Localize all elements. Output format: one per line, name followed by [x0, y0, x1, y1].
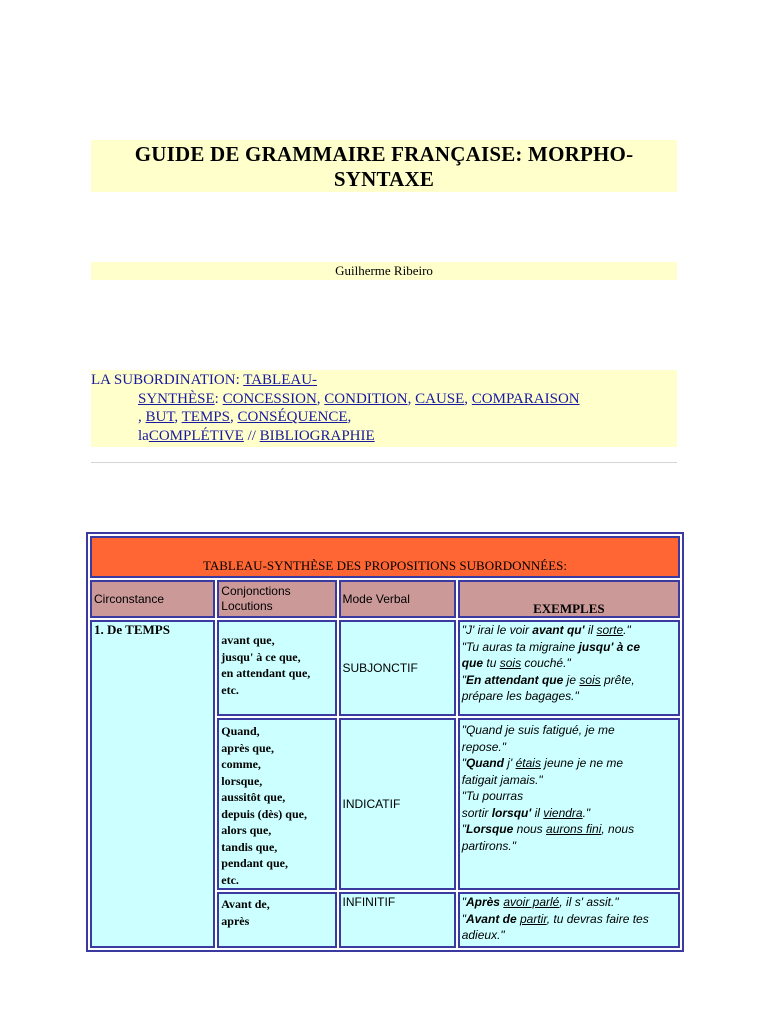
link-comparaison[interactable]: COMPARAISON: [471, 391, 580, 407]
conjunction-item: aussitôt que,: [221, 790, 286, 804]
table-row: [90, 620, 680, 716]
nav-la-text: la: [138, 428, 149, 444]
synthesis-table: [86, 532, 684, 952]
link-concession[interactable]: CONCESSION: [222, 391, 317, 407]
table-title: TABLEAU-SYNTHÈSE DES PROPOSITIONS SUBORDONNÉES:: [90, 536, 680, 578]
mode-cell: INFINITIF: [339, 892, 456, 948]
link-tableau-synthese-cont[interactable]: SYNTHÈSE: [138, 391, 215, 407]
conjunction-item: depuis (dès) que,: [221, 806, 307, 821]
examples-cell: "Après avoir parlé, il s' assit." "Avant de partir, tu devras faire tes adieux.": [458, 892, 680, 948]
link-tableau-synthese[interactable]: TABLEAU-: [243, 372, 318, 388]
mode-cell: SUBJONCTIF: [339, 620, 456, 716]
conjunction-item: comme,: [221, 757, 261, 771]
header-conjonctions-line-2: Locutions: [221, 599, 273, 613]
link-cause[interactable]: CAUSE: [415, 391, 465, 407]
nav-separator: //: [243, 428, 260, 444]
page-title-line-2: SYNTAXE: [333, 167, 435, 191]
conjunction-item: après: [221, 913, 250, 928]
examples-cell: "Quand je suis fatigué, je me repose." "Quand j' étais jeune je ne me fatigait jamais." "Tu pourras sortir lorsqu' il viendra." "Lorsque nous aurons fini, nous partirons.": [458, 718, 680, 890]
header-circonstance: Circonstance: [90, 580, 215, 618]
nav-lead-text: LA SUBORDINATION:: [91, 372, 244, 388]
conjunction-item: pendant que,: [221, 856, 288, 870]
conjunction-item: après que,: [221, 740, 274, 755]
examples-cell: "J' irai le voir avant qu' il sorte." "Tu auras ta migraine jusqu' à ce que tu sois couché." "En attendant que je sois prête, prépare les bagages.": [458, 620, 680, 716]
link-bibliographie[interactable]: BIBLIOGRAPHIE: [259, 428, 375, 444]
page-title-line-1: GUIDE DE GRAMMAIRE FRANÇAISE: MORPHO-: [134, 142, 634, 166]
conjunction-item: alors que,: [221, 823, 272, 837]
circonstance-cell: 1. De TEMPS: [90, 620, 215, 948]
conjunction-item: etc.: [221, 682, 239, 697]
header-conjonctions: [217, 580, 336, 618]
conjunctions-cell: [217, 718, 336, 890]
page-title: [91, 140, 677, 192]
header-mode-verbal: Mode Verbal: [339, 580, 456, 618]
title-banner: [91, 140, 677, 192]
link-completive[interactable]: COMPLÉTIVE: [148, 428, 244, 444]
conjunction-item: avant que,: [221, 633, 275, 647]
link-but[interactable]: BUT: [145, 409, 175, 425]
conjunction-item: Quand,: [221, 724, 260, 738]
conjunction-item: Avant de,: [221, 897, 270, 911]
header-exemples: EXEMPLES: [458, 580, 680, 618]
link-temps[interactable]: TEMPS: [181, 409, 230, 425]
author-name: Guilherme Ribeiro: [335, 263, 433, 278]
header-conjonctions-line-1: Conjonctions: [221, 584, 291, 598]
author-banner: [91, 262, 677, 280]
conjunction-item: etc.: [221, 872, 239, 887]
conjunction-item: lorsque,: [221, 773, 263, 788]
link-consequence[interactable]: CONSÉQUENCE: [237, 409, 348, 425]
conjunctions-cell: [217, 620, 336, 716]
horizontal-divider: [91, 462, 677, 463]
conjunction-item: jusqu' à ce que,: [221, 649, 301, 664]
conjunction-item: tandis que,: [221, 839, 278, 854]
link-condition[interactable]: CONDITION: [324, 391, 408, 407]
conjunction-item: en attendant que,: [221, 666, 311, 680]
navigation-banner: LA SUBORDINATION: TABLEAU- SYNTHÈSE: CONCESSION, CONDITION, CAUSE, COMPARAISON , BUT, TEMPS, CONSÉQUENCE, laCOMPLÉTIVE // BIBLIOGRAPHIE: [91, 370, 677, 447]
mode-cell: INDICATIF: [339, 718, 456, 890]
conjunctions-cell: [217, 892, 336, 948]
